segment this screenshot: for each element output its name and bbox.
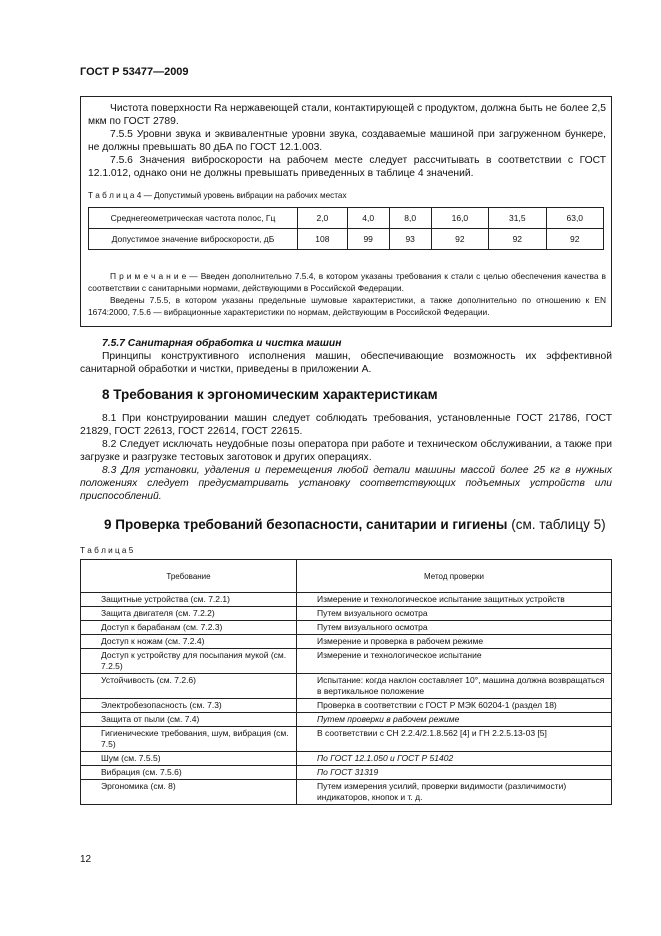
table-row [81, 752, 612, 766]
table-cell: Путем проверки в рабочем режиме [297, 713, 612, 727]
page-header: ГОСТ Р 53477—2009 [80, 66, 189, 78]
table-cell: В соответствии с СН 2.2.4/2.1.8.562 [4] и ГН 2.2.5.13-03 [5] [297, 727, 612, 752]
table-cell: Проверка в соответствии с ГОСТ Р МЭК 60204-1 (раздел 18) [297, 699, 612, 713]
frame-content [88, 102, 606, 180]
section-8-body [80, 412, 612, 503]
table-row [89, 229, 604, 250]
table-cell: Доступ к ножам (см. 7.2.4) [81, 635, 297, 649]
table5-caption: Т а б л и ц а 5 [80, 546, 134, 555]
section-9-heading [104, 517, 606, 532]
table-cell: Электробезопасность (см. 7.3) [81, 699, 297, 713]
table-cell: Эргономика (см. 8) [81, 780, 297, 805]
table-cell: Измерение и проверка в рабочем режиме [297, 635, 612, 649]
table-cell: По ГОСТ 31319 [297, 766, 612, 780]
paragraph-8-2: 8.2 Следует исключать неудобные позы оператора при работе и техническом обслуживании, а также при загрузке и разгрузке тестовых заготовок и других операциях. [80, 439, 612, 463]
table4-notes [88, 270, 606, 318]
table-row [81, 766, 612, 780]
table-cell: Гигиенические требования, шум, вибрация (см. 7.5) [81, 727, 297, 752]
section-8-heading: 8 Требования к эргономическим характеристикам [102, 387, 438, 402]
table-cell: Путем измерения усилий, проверки видимости (различимости) индикаторов, кнопок и т. д. [297, 780, 612, 805]
paragraph-7-5-5: 7.5.5 Уровни звука и эквивалентные уровни звука, создаваемые машиной при загруженном бункере, не должны превышать 80 дБА по ГОСТ 12.1.003. [88, 129, 606, 153]
section-7-5-7-text: Принципы конструктивного исполнения машин, обеспечивающие возможность их эффективной санитарной обработки и чистки, приведены в приложении А. [80, 351, 612, 375]
table-cell: Защитные устройства (см. 7.2.1) [81, 593, 297, 607]
table-4 [88, 207, 604, 250]
paragraph-roughness: Чистота поверхности Ra нержавеющей стали, контактирующей с продуктом, должна быть не более 2,5 мкм по ГОСТ 2789. [88, 103, 606, 127]
table-row [81, 621, 612, 635]
table-cell: Шум (см. 7.5.5) [81, 752, 297, 766]
table-cell: 8,0 [389, 208, 431, 229]
table-row [81, 607, 612, 621]
table-cell: Защита двигателя (см. 7.2.2) [81, 607, 297, 621]
table-row [81, 713, 612, 727]
table-cell: 108 [298, 229, 348, 250]
table-cell: 92 [431, 229, 488, 250]
section-7-5-7 [80, 337, 612, 376]
table-cell: Вибрация (см. 7.5.6) [81, 766, 297, 780]
note-1: П р и м е ч а н и е — Введен дополнительно 7.5.4, в котором указаны требования к стали с целью обеспечения качества в соответствии с санитарными нормами, действующими в Российской Федерации. [88, 271, 606, 293]
table-cell: 99 [347, 229, 389, 250]
table-cell: Путем визуального осмотра [297, 621, 612, 635]
section-7-5-7-title: 7.5.7 Санитарная обработка и чистка машин [102, 338, 342, 349]
table5-col-method: Метод проверки [297, 560, 612, 593]
table-cell: 2,0 [298, 208, 348, 229]
table-cell: Путем визуального осмотра [297, 607, 612, 621]
table-cell: 93 [389, 229, 431, 250]
table-cell: 4,0 [347, 208, 389, 229]
paragraph-8-3: 8.3 Для установки, удаления и перемещения любой детали машины массой более 25 кг в нужных положениях следует предусматривать установку соответствующих подъемных устройств или приспособлений. [80, 465, 612, 502]
table-cell: Защита от пыли (см. 7.4) [81, 713, 297, 727]
page-number: 12 [80, 854, 92, 865]
table-row [81, 780, 612, 805]
section-9-heading-suffix: (см. таблицу 5) [511, 517, 606, 532]
table-cell: Доступ к барабанам (см. 7.2.3) [81, 621, 297, 635]
paragraph-8-1: 8.1 При конструировании машин следует соблюдать требования, установленные ГОСТ 21786, ГОСТ 21829, ГОСТ 22613, ГОСТ 22614, ГОСТ 22615. [80, 413, 612, 437]
table-cell: 92 [489, 229, 546, 250]
table-row [81, 699, 612, 713]
table-row [89, 208, 604, 229]
note-2: Введены 7.5.5, в котором указаны предельные шумовые характеристики, а также дополнительно по отношению к EN 1674:2000, 7.5.6 — вибрационные характеристики по нормам, действующим в Российской Федерации. [88, 295, 606, 317]
table-row [81, 635, 612, 649]
table-cell: 16,0 [431, 208, 488, 229]
table-cell: Среднегеометрическая частота полос, Гц [89, 208, 298, 229]
table-cell: Измерение и технологическое испытание защитных устройств [297, 593, 612, 607]
table-row [81, 649, 612, 674]
table-cell: 92 [546, 229, 603, 250]
table-row [81, 593, 612, 607]
table-cell: Измерение и технологическое испытание [297, 649, 612, 674]
table5-col-requirement: Требование [81, 560, 297, 593]
table-cell: 63,0 [546, 208, 603, 229]
table-header-row [81, 560, 612, 593]
table-row [81, 674, 612, 699]
paragraph-7-5-6: 7.5.6 Значения виброскорости на рабочем месте следует рассчитывать в соответствии с ГОСТ 12.1.012, однако они не должны превышать приведенных в таблице 4 значений. [88, 155, 606, 179]
table4-caption: Т а б л и ц а 4 — Допустимый уровень вибрации на рабочих местах [88, 191, 347, 200]
table-cell: Устойчивость (см. 7.2.6) [81, 674, 297, 699]
table-cell: Доступ к устройству для посыпания мукой (см. 7.2.5) [81, 649, 297, 674]
table-cell: По ГОСТ 12.1.050 и ГОСТ Р 51402 [297, 752, 612, 766]
table-cell: Допустимое значение виброскорости, дБ [89, 229, 298, 250]
table-cell: 31,5 [489, 208, 546, 229]
table-row [81, 727, 612, 752]
table-cell: Испытание: когда наклон составляет 10°, машина должна возвращаться в вертикальное положение [297, 674, 612, 699]
section-9-heading-text: 9 Проверка требований безопасности, санитарии и гигиены [104, 517, 508, 532]
table-5 [80, 559, 612, 805]
